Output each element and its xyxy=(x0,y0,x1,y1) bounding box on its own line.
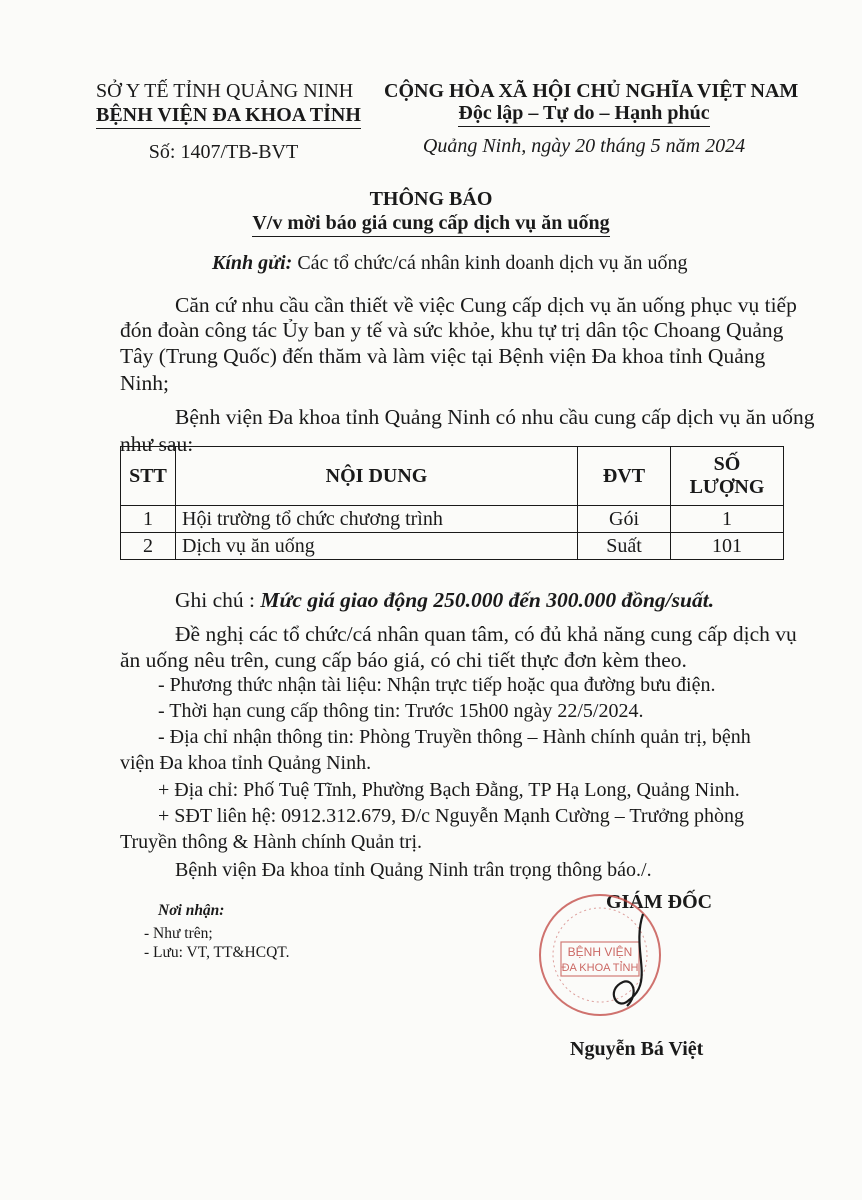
table-header-row xyxy=(121,447,784,506)
table-row xyxy=(121,533,784,560)
doc-number: Số: 1407/TB-BVT xyxy=(148,141,299,163)
request-address-line2: viện Đa khoa tỉnh Quảng Ninh. xyxy=(120,752,372,774)
body-p1-line2: đón đoàn công tác Ủy ban y tế và sức khỏe, khu tự trị dân tộc Choang Quảng xyxy=(120,318,784,342)
table-row xyxy=(121,506,784,533)
recipients-item: - Như trên; xyxy=(144,925,213,942)
request-method: - Phương thức nhận tài liệu: Nhận trực tiếp hoặc qua đường bưu điện. xyxy=(158,674,716,696)
request-phone-line1: + SĐT liên hệ: 0912.312.679, Đ/c Nguyễn Mạnh Cường – Trưởng phòng xyxy=(158,805,744,827)
request-address-line1: - Địa chỉ nhận thông tin: Phòng Truyền thông – Hành chính quản trị, bệnh xyxy=(158,726,751,748)
items-table xyxy=(120,446,784,560)
request-street: + Địa chỉ: Phố Tuệ Tĩnh, Phường Bạch Đằng, TP Hạ Long, Quảng Ninh. xyxy=(158,779,740,801)
cell-content: Hội trường tổ chức chương trình xyxy=(176,506,578,533)
cell-unit: Gói xyxy=(578,506,671,533)
motto xyxy=(384,102,784,127)
subject-text: V/v mời báo giá cung cấp dịch vụ ăn uống xyxy=(252,212,609,237)
place-date: Quảng Ninh, ngày 20 tháng 5 năm 2024 xyxy=(422,135,746,157)
recipients-item: - Lưu: VT, TT&HCQT. xyxy=(144,944,290,961)
recipient-line xyxy=(212,252,688,275)
cell-qty: 101 xyxy=(671,533,784,560)
seal-text-line2: ĐA KHOA TỈNH xyxy=(561,962,639,974)
request-phone-line2: Truyền thông & Hành chính Quản trị. xyxy=(120,831,423,853)
motto-text: Độc lập – Tự do – Hạnh phúc xyxy=(458,102,709,127)
agency-name xyxy=(96,104,361,129)
agency-name-text: BỆNH VIỆN ĐA KHOA TỈNH xyxy=(96,104,361,129)
closing-line: Bệnh viện Đa khoa tỉnh Quảng Ninh trân trọng thông báo./. xyxy=(175,859,652,881)
cell-qty: 1 xyxy=(671,506,784,533)
signer-position: GIÁM ĐỐC xyxy=(606,891,713,913)
red-seal xyxy=(535,890,665,1020)
cell-content: Dịch vụ ăn uống xyxy=(176,533,578,560)
body-p2-line2: như sau: xyxy=(120,432,194,456)
body-p1-line3: Tây (Trung Quốc) đến thăm và làm việc tại Bệnh viện Đa khoa tỉnh Quảng xyxy=(120,344,766,368)
agency-top: SỞ Y TẾ TỈNH QUẢNG NINH xyxy=(96,80,354,102)
body-p1-line4: Ninh; xyxy=(120,371,169,395)
cell-stt: 2 xyxy=(121,533,176,560)
nation-title: CỘNG HÒA XÃ HỘI CHỦ NGHĨA VIỆT NAM xyxy=(384,80,799,102)
col-unit: ĐVT xyxy=(578,447,671,506)
request-deadline: - Thời hạn cung cấp thông tin: Trước 15h00 ngày 22/5/2024. xyxy=(158,700,644,722)
seal-text-line1: BỆNH VIỆN xyxy=(567,945,633,959)
col-content: NỘI DUNG xyxy=(176,447,578,506)
recipients-label: Nơi nhận: xyxy=(158,902,225,919)
col-qty-l1: SỐ xyxy=(713,453,741,475)
col-qty-l2: LƯỢNG xyxy=(689,476,765,498)
cell-stt: 1 xyxy=(121,506,176,533)
request-line1: Đề nghị các tổ chức/cá nhân quan tâm, có đủ khả năng cung cấp dịch vụ xyxy=(175,622,797,646)
recipient-text: Các tổ chức/cá nhân kinh doanh dịch vụ ăn uống xyxy=(297,252,688,274)
note-text: Mức giá giao động 250.000 đến 300.000 đồng/suất. xyxy=(260,588,715,612)
note-line xyxy=(175,588,714,613)
note-label: Ghi chú : xyxy=(175,588,256,612)
request-line2: ăn uống nêu trên, cung cấp báo giá, có chi tiết thực đơn kèm theo. xyxy=(120,648,687,672)
subject xyxy=(0,212,862,237)
recipient-label: Kính gửi: xyxy=(212,252,293,274)
cell-unit: Suất xyxy=(578,533,671,560)
col-stt: STT xyxy=(121,447,176,506)
body-p1-line1: Căn cứ nhu cầu cần thiết về việc Cung cấp dịch vụ ăn uống phục vụ tiếp xyxy=(175,293,797,317)
page-title: THÔNG BÁO xyxy=(369,188,493,210)
col-qty xyxy=(671,447,784,506)
body-p2-line1: Bệnh viện Đa khoa tỉnh Quảng Ninh có nhu cầu cung cấp dịch vụ ăn uống xyxy=(175,405,815,429)
signer-name: Nguyễn Bá Việt xyxy=(570,1038,704,1060)
